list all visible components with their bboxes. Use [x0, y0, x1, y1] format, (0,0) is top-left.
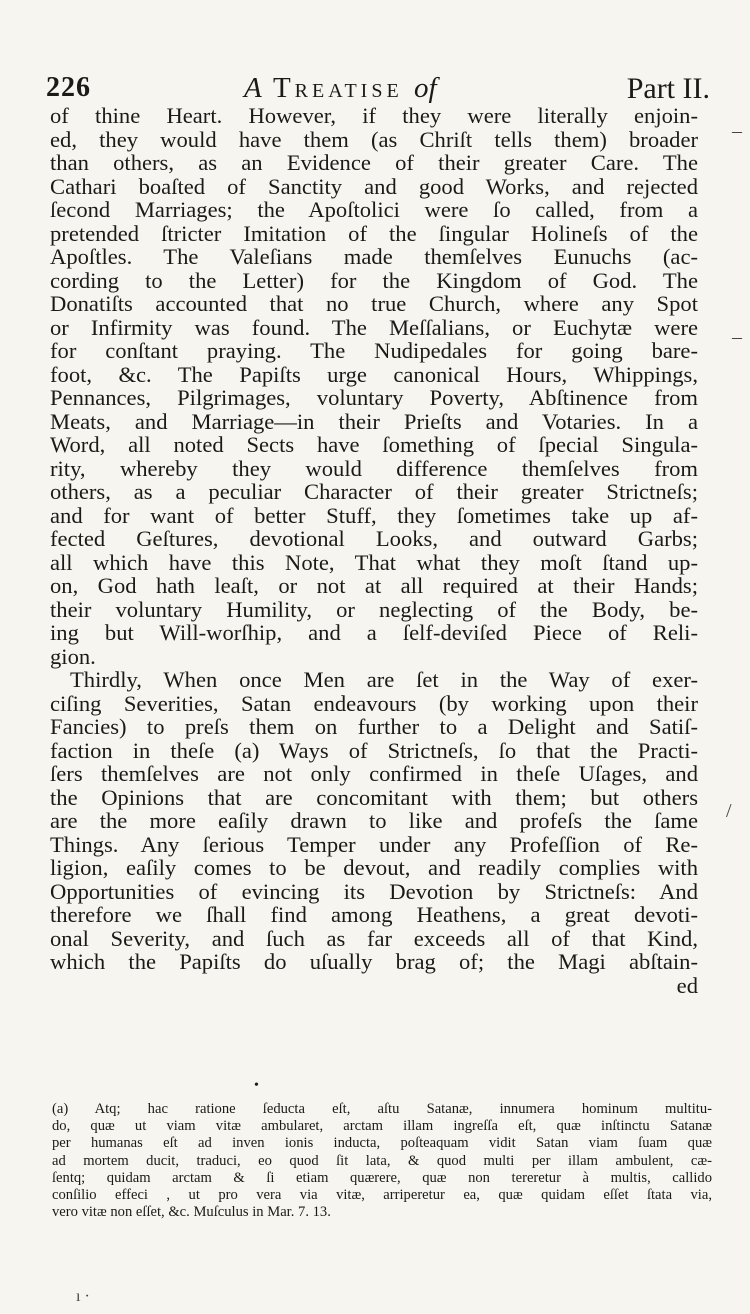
footnote-line: conſilio effeci , ut pro vera via vitæ, arriperetur ea, quæ quidam eſſet ſtata via, — [52, 1186, 712, 1203]
text-line: Meats, and Marriage—in their Prieſts and Votaries. In a — [50, 408, 698, 434]
text-line: gion. — [50, 643, 96, 669]
margin-mark: / — [726, 800, 732, 822]
text-line: ſecond Marriages; the Apoſtolici were ſo called, from a — [50, 197, 698, 222]
text-line: ſers themſelves are not only confirmed in theſe Uſages, and — [50, 761, 698, 786]
text-line: ing but Will-worſhip, and a ſelf-deviſed Piece of Reli- — [50, 620, 698, 645]
text-line: or Infirmity was found. The Meſſalians, or Euchytæ were — [50, 314, 698, 340]
footnote — [52, 1101, 712, 1221]
running-title-word: Treatise — [272, 72, 403, 104]
text-line: Cathari boaſted of Sanctity and good Works, and rejected — [50, 173, 698, 199]
text-line: Opportunities of evincing its Devotion by Strictneſs: And — [50, 878, 698, 904]
text-line: therefore we ſhall find among Heathens, a great devoti- — [50, 902, 698, 927]
text-line: others, as a peculiar Character of their greater Strictneſs; — [50, 479, 698, 504]
text-line: fected Geſtures, devotional Looks, and outward Garbs; — [50, 526, 698, 551]
footnote-line: (a) Atq; hac ratione ſeducta eſt, aſtu Satanæ, innumera hominum multitu- — [52, 1101, 712, 1117]
text-line: and for want of better Stuff, they ſometimes take up af- — [50, 502, 698, 528]
text-line: onal Severity, and ſuch as far exceeds all of that Kind, — [50, 925, 698, 951]
text-line: ligion, eaſily comes to be devout, and readily complies with — [50, 855, 698, 880]
text-line: their voluntary Humility, or neglecting of the Body, be- — [50, 596, 698, 622]
text-line: ed, they would have them (as Chriſt tells them) broader — [50, 126, 698, 152]
running-title-of: of — [413, 72, 437, 104]
text-line: rity, whereby they would difference themſelves from — [50, 455, 698, 481]
text-line: Thirdly, When once Men are ſet in the Way of exer- — [70, 667, 698, 692]
footnote-line: per humanas eſt ad inven ionis inducta, poſteaquam vidit Satan viam ſuam quæ — [52, 1135, 712, 1152]
footnote-line: do, quæ ut viam vitæ ambularet, arctam illam ingreſſa eſt, quæ inſtinctu Satanæ — [52, 1118, 712, 1135]
text-line: Apoſtles. The Valeſians made themſelves Eunuchs (ac- — [50, 244, 698, 269]
text-line: Fancies) to preſs them on further to a Delight and Satiſ- — [50, 714, 698, 739]
footnote-line: ſentq; quidam arctam & ſi etiam quærere, quæ non tereretur à multis, callido — [52, 1169, 712, 1186]
bottom-mark: ı · — [76, 1288, 90, 1305]
page-dot: • — [254, 1078, 259, 1093]
text-line: faction in theſe (a) Ways of Strictneſs, ſo that the Practi- — [50, 737, 698, 763]
text-line: Word, all noted Sects have ſomething of ſpecial Singula- — [50, 432, 698, 457]
text-line: Pennances, Pilgrimages, voluntary Poverty, Abſtinence from — [50, 385, 698, 410]
text-line: of thine Heart. However, if they were literally enjoin- — [50, 103, 698, 128]
page-number: 226 — [46, 72, 91, 103]
footnote-line: vero vitæ non eſſet, &c. Muſculus in Mar. 7. 13. — [52, 1204, 331, 1221]
text-line: on, God hath leaſt, or not at all required at their Hands; — [50, 573, 698, 598]
text-line: cording to the Letter) for the Kingdom of God. The — [50, 267, 698, 293]
margin-mark: – — [732, 326, 742, 348]
text-line: pretended ſtricter Imitation of the ſingular Holineſs of the — [50, 220, 698, 246]
catchword: ed — [676, 972, 698, 998]
running-title — [244, 72, 437, 105]
text-line: than others, as an Evidence of their greater Care. The — [50, 150, 698, 175]
margin-mark: – — [732, 120, 742, 142]
text-line: foot, &c. The Papiſts urge canonical Hours, Whippings, — [50, 361, 698, 387]
text-line: Donatiſts accounted that no true Church, where any Spot — [50, 291, 698, 316]
text-line: the Opinions that are concomitant with them; but others — [50, 784, 698, 810]
body-text — [50, 104, 698, 997]
running-title-article: A — [244, 72, 262, 104]
part-label: Part II. — [626, 72, 710, 105]
text-line: ciſing Severities, Satan endeavours (by working upon their — [50, 690, 698, 716]
text-line: all which have this Note, That what they moſt ſtand up- — [50, 549, 698, 575]
footnote-line: ad mortem ducit, traduci, eo quod ſit lata, & quod multi per illam ambulent, cæ- — [52, 1152, 712, 1169]
text-line: which the Papiſts do uſually brag of; the Magi abſtain- — [50, 949, 698, 974]
text-line: are the more eaſily drawn to like and profeſs the ſame — [50, 808, 698, 833]
text-line: for conſtant praying. The Nudipedales for going bare- — [50, 338, 698, 363]
text-line: Things. Any ſerious Temper under any Profeſſion of Re- — [50, 831, 698, 857]
